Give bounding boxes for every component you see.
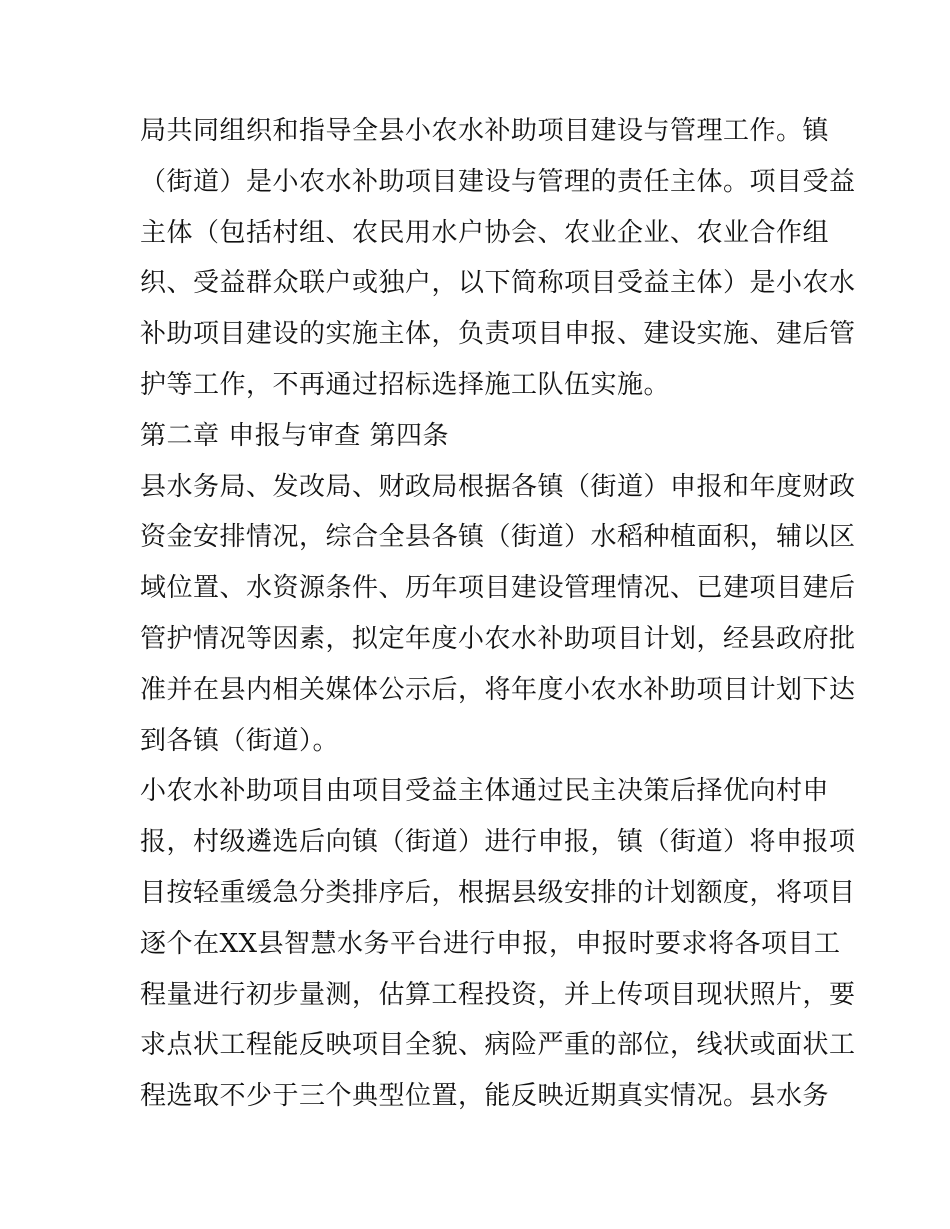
text-line: 织、受益群众联户或独户，以下简称项目受益主体）是小农水 xyxy=(140,268,856,299)
text-line: 报，村级遴选后向镇（街道）进行申报，镇（街道）将申报项 xyxy=(140,827,856,858)
text-line: 逐个在XX县智慧水务平台进行申报，申报时要求将各项目工 xyxy=(140,928,841,959)
text-line: 管护情况等因素，拟定年度小农水补助项目计划，经县政府批 xyxy=(140,623,856,654)
text-line: 程选取不少于三个典型位置，能反映近期真实情况。县水务 xyxy=(140,1081,830,1112)
document-body xyxy=(140,106,856,1122)
text-line: 县水务局、发改局、财政局根据各镇（街道）申报和年度财政 xyxy=(140,471,856,502)
text-line: 程量进行初步量测，估算工程投资，并上传项目现状照片，要 xyxy=(140,979,856,1010)
text-line: 护等工作，不再通过招标选择施工队伍实施。 xyxy=(140,369,671,400)
paragraph-application xyxy=(140,766,856,1122)
text-line: 局共同组织和指导全县小农水补助项目建设与管理工作。镇 xyxy=(140,116,830,146)
heading-line: 第二章 申报与审查 第四条 xyxy=(140,420,450,451)
paragraph-planning xyxy=(140,462,856,767)
text-line: 主体（包括村组、农民用水户协会、农业企业、农业合作组 xyxy=(140,217,830,248)
text-line: 到各镇（街道）。 xyxy=(140,725,340,756)
text-line: 准并在县内相关媒体公示后，将年度小农水补助项目计划下达 xyxy=(140,674,856,705)
text-line: 域位置、水资源条件、历年项目建设管理情况、已建项目建后 xyxy=(140,573,856,604)
text-line: 资金安排情况，综合全县各镇（街道）水稻种植面积，辅以区 xyxy=(140,522,856,553)
chapter-heading xyxy=(140,411,815,462)
text-line: 小农水补助项目由项目受益主体通过民主决策后择优向村申 xyxy=(140,776,830,807)
text-line: （街道）是小农水补助项目建设与管理的责任主体。项目受益 xyxy=(140,166,856,197)
text-line: 目按轻重缓急分类排序后，根据县级安排的计划额度，将项目 xyxy=(140,877,856,908)
paragraph-responsibilities xyxy=(140,106,856,411)
text-line: 求点状工程能反映项目全貌、病险严重的部位，线状或面状工 xyxy=(140,1030,856,1061)
text-line: 补助项目建设的实施主体，负责项目申报、建设实施、建后管 xyxy=(140,319,856,350)
